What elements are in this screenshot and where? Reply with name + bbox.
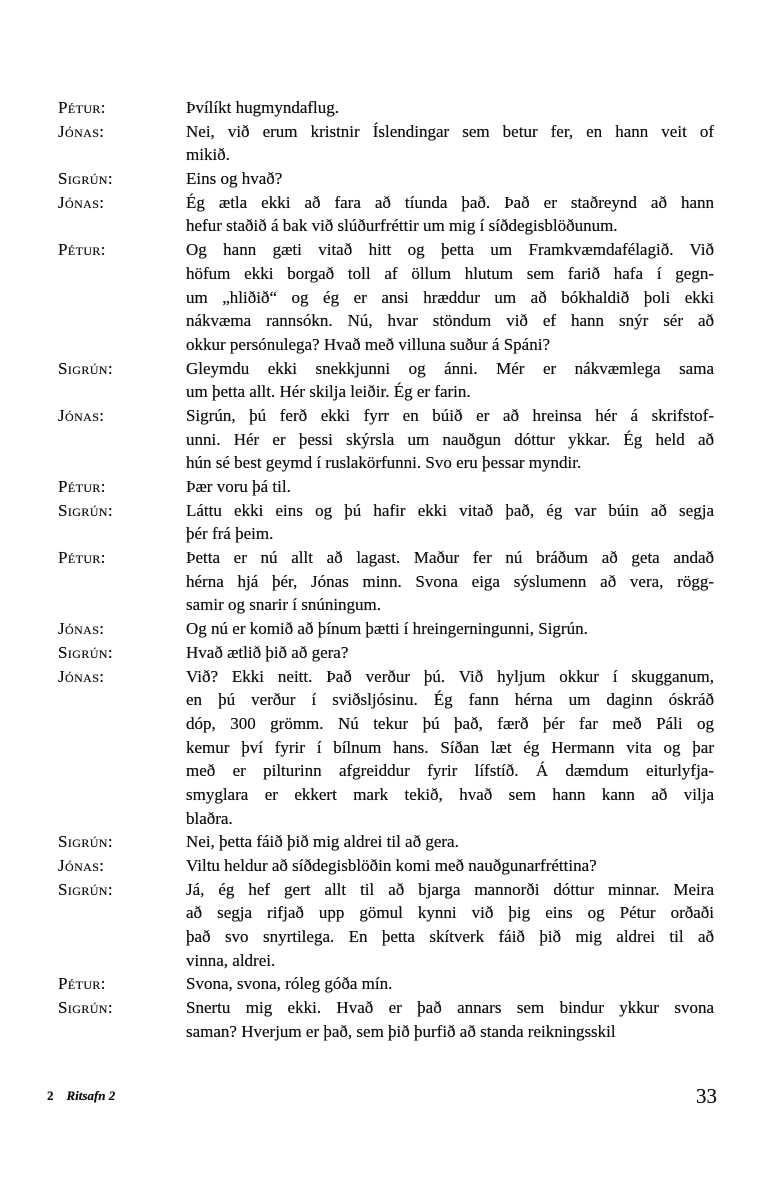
dialogue-text (186, 641, 714, 665)
speaker-label: Sigrún: (58, 169, 113, 189)
dialogue-line: um þetta allt. Hér skilja leiðir. Ég er farin. (186, 382, 471, 402)
dialogue-line: höfum ekki borgað toll af öllum hlutum sem farið hafa í gegn- (186, 263, 714, 283)
dialogue-line: Snertu mig ekki. Hvað er það annars sem bindur ykkur svona (186, 998, 714, 1018)
dialogue-row (58, 830, 714, 854)
dialogue-text (186, 96, 714, 120)
dialogue-line: samir og snarir í snúningum. (186, 595, 382, 615)
dialogue-line: Og nú er komið að þínum þætti í hreingerningunni, Sigrún. (186, 619, 588, 639)
speaker-label: Pétur: (58, 548, 106, 568)
dialogue-row (58, 96, 714, 120)
dialogue-line: mikið. (186, 145, 230, 165)
dialogue-row (58, 238, 714, 356)
dialogue-line: Sigrún, þú ferð ekki fyrr en búið er að hreinsa hér á skrifstof- (186, 405, 714, 425)
dialogue-line: Láttu ekki eins og þú hafir ekki vitað það, ég var búin að segja (186, 500, 714, 520)
book-title: Ritsafn 2 (66, 1088, 116, 1103)
dialogue-text (186, 972, 714, 996)
dialogue-line: þér frá þeim. (186, 524, 274, 544)
dialogue-line: Gleymdu ekki snekkjunni og ánni. Mér er nákvæmlega sama (186, 358, 714, 378)
dialogue-line: kemur því fyrir í bílnum hans. Síðan læt ég Hermann vita og þar (186, 737, 714, 757)
dialogue-line: Ég ætla ekki að fara að tíunda það. Það er staðreynd að hann (186, 192, 714, 212)
dialogue-text (186, 120, 714, 167)
dialogue-text (186, 499, 714, 546)
dialogue-list (58, 96, 714, 1044)
dialogue-row (58, 617, 714, 641)
dialogue-text (186, 475, 714, 499)
dialogue-row (58, 120, 714, 167)
dialogue-line: okkur persónulega? Hvað með villuna suður á Spáni? (186, 334, 550, 354)
speaker-label: Jónas: (58, 856, 105, 875)
dialogue-line: saman? Hverjum er það, sem þið þurfið að standa reikningsskil (186, 1021, 616, 1041)
dialogue-text (186, 404, 714, 475)
speaker-label: Jónas: (58, 619, 105, 639)
speaker-label: Sigrún: (58, 879, 113, 899)
dialogue-line: vinna, aldrei. (186, 950, 276, 970)
speaker-label: Jónas: (58, 666, 105, 686)
dialogue-text (186, 167, 714, 191)
dialogue-text (186, 357, 714, 404)
speaker-label: Sigrún: (58, 642, 113, 662)
dialogue-row (58, 167, 714, 191)
speaker-label: Pétur: (58, 240, 106, 260)
signature-number: 2 (47, 1088, 54, 1103)
dialogue-row (58, 972, 714, 996)
dialogue-row (58, 665, 714, 831)
dialogue-row (58, 641, 714, 665)
dialogue-line: um „hliðið“ og ég er ansi hræddur um að bókhaldið þoli ekki (186, 287, 714, 307)
dialogue-line: Já, ég hef gert allt til að bjarga mannorði dóttur minnar. Meira (186, 879, 714, 899)
speaker-label: Sigrún: (58, 500, 113, 520)
dialogue-text (186, 617, 714, 641)
dialogue-text (186, 996, 714, 1043)
dialogue-line: Og hann gæti vitað hitt og þetta um Framkvæmdafélagið. Við (186, 240, 714, 260)
dialogue-line: Svona, svona, róleg góða mín. (186, 974, 393, 994)
dialogue-line: Við? Ekki neitt. Það verður þú. Við hyljum okkur í skugganum, (186, 666, 714, 686)
speaker-label: Pétur: (58, 477, 106, 496)
dialogue-line: hefur staðið á bak við slúðurfréttir um mig í síðdegisblöðunum. (186, 216, 618, 236)
dialogue-line: nákvæma rannsókn. Nú, hvar stöndum við ef hann snýr sér að (186, 311, 714, 331)
dialogue-line: Hvað ætlið þið að gera? (186, 642, 349, 662)
dialogue-row (58, 499, 714, 546)
dialogue-text (186, 546, 714, 617)
dialogue-row (58, 475, 714, 499)
dialogue-row (58, 357, 714, 404)
speaker-label: Sigrún: (58, 358, 113, 378)
dialogue-line: Þær voru þá til. (186, 477, 291, 496)
dialogue-text (186, 191, 714, 238)
dialogue-text (186, 830, 714, 854)
dialogue-line: hún sé best geymd í ruslakörfunni. Svo eru þessar myndir. (186, 453, 582, 473)
speaker-label: Jónas: (58, 405, 105, 425)
speaker-label: Jónas: (58, 121, 105, 141)
dialogue-row (58, 546, 714, 617)
dialogue-line: að segja rifjað upp gömul kynni við þig eins og Pétur orðaði (186, 903, 714, 923)
dialogue-text (186, 878, 714, 973)
speaker-label: Pétur: (58, 974, 106, 994)
dialogue-row (58, 404, 714, 475)
dialogue-line: Viltu heldur að síðdegisblöðin komi með nauðgunarfréttina? (186, 856, 597, 875)
dialogue-line: Þetta er nú allt að lagast. Maður fer nú bráðum að geta andað (186, 548, 714, 568)
dialogue-line: það svo snyrtilega. En þetta skítverk fáið þið mig aldrei til að (186, 927, 714, 947)
dialogue-text (186, 854, 714, 878)
dialogue-line: dóp, 300 grömm. Nú tekur þú það, færð þér far með Páli og (186, 713, 714, 733)
dialogue-row (58, 996, 714, 1043)
dialogue-line: blaðra. (186, 808, 233, 828)
dialogue-row (58, 854, 714, 878)
dialogue-line: unni. Hér er þessi skýrsla um nauðgun dóttur ykkar. Ég held að (186, 429, 714, 449)
speaker-label: Sigrún: (58, 832, 113, 852)
dialogue-line: Nei, þetta fáið þið mig aldrei til að gera. (186, 832, 459, 852)
dialogue-text (186, 238, 714, 356)
signature-line (47, 1088, 115, 1104)
dialogue-line: smyglara er ekkert mark tekið, hvað sem hann kann að vilja (186, 784, 714, 804)
dialogue-row (58, 191, 714, 238)
dialogue-text (186, 665, 714, 831)
page-number: 33 (696, 1084, 717, 1108)
speaker-label: Sigrún: (58, 998, 113, 1018)
dialogue-line: með er pilturinn afgreiddur fyrir lífstíð. Á dæmdum eiturlyfja- (186, 761, 714, 781)
dialogue-line: Eins og hvað? (186, 169, 283, 189)
dialogue-row (58, 878, 714, 973)
dialogue-line: Þvílíkt hugmyndaflug. (186, 98, 339, 117)
speaker-label: Jónas: (58, 192, 105, 212)
speaker-label: Pétur: (58, 98, 106, 117)
dialogue-line: Nei, við erum kristnir Íslendingar sem betur fer, en hann veit of (186, 121, 714, 141)
dialogue-line: hérna hjá þér, Jónas minn. Svona eiga sýslumenn að vera, rögg- (186, 571, 714, 591)
dialogue-line: en þú verður í sviðsljósinu. Ég fann hérna um daginn óskráð (186, 690, 714, 710)
